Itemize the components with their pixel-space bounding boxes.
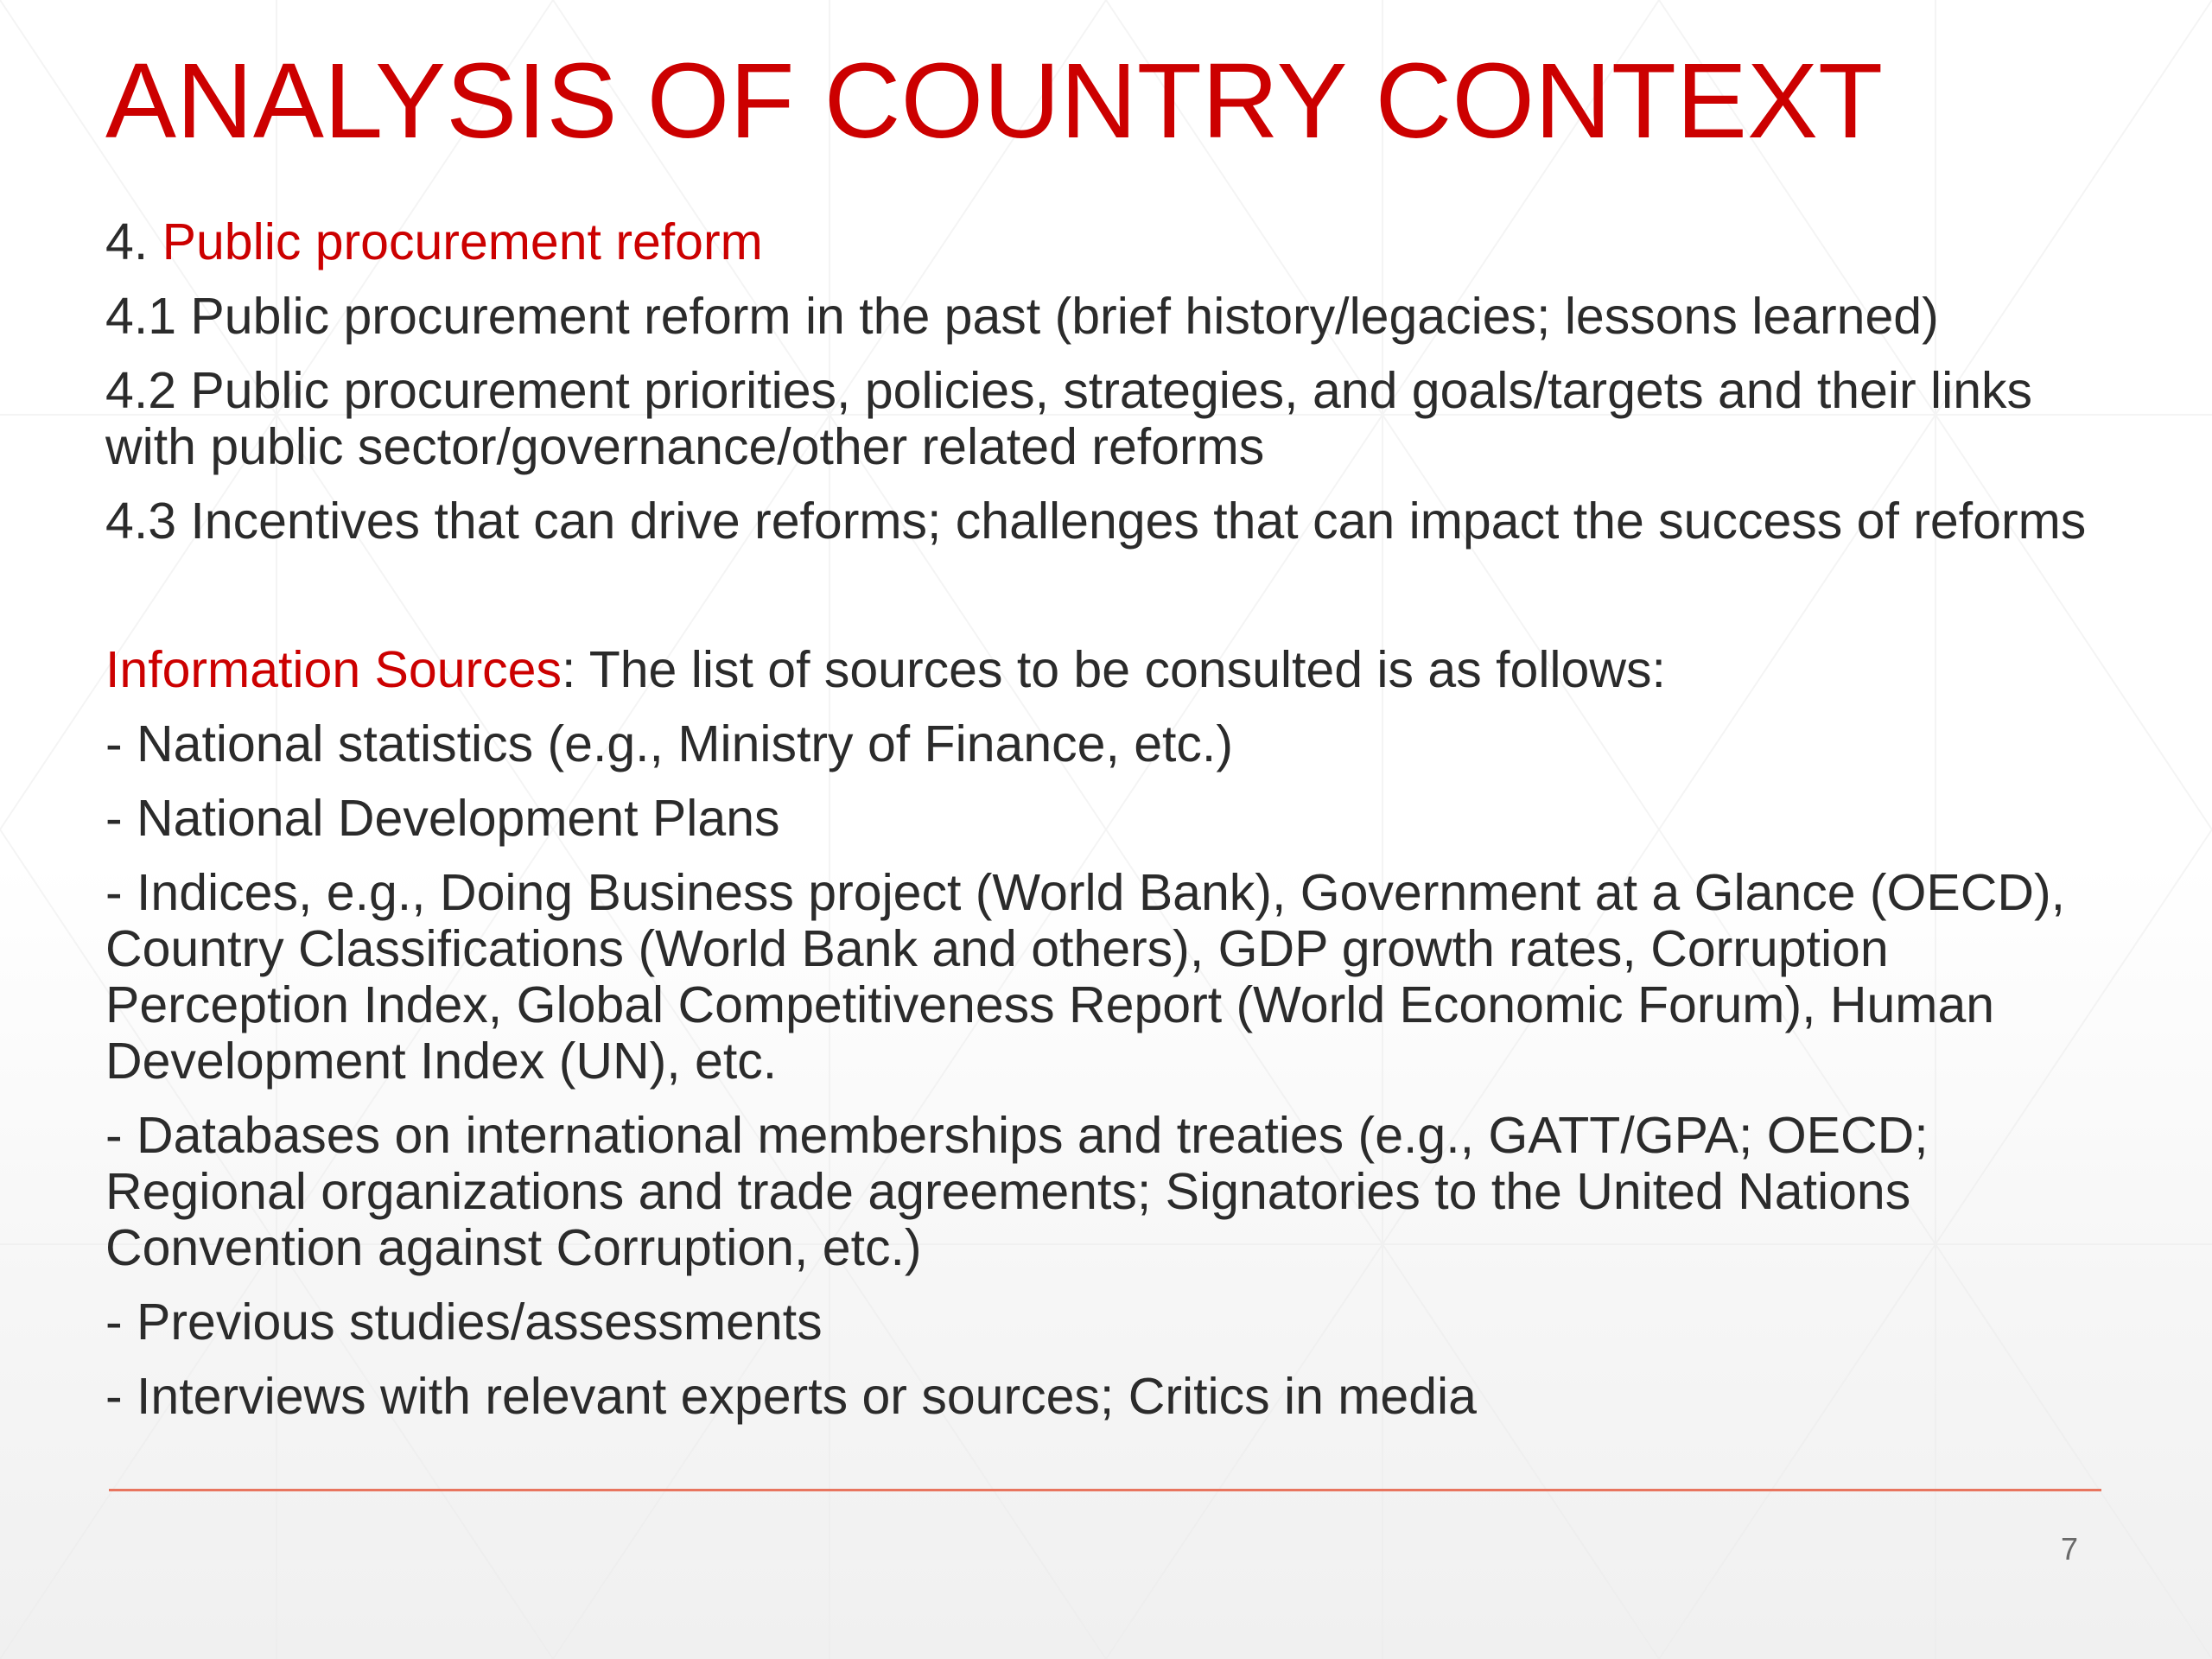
source-item-development-plans: - National Development Plans <box>105 790 780 847</box>
source-item-national-statistics: - National statistics (e.g., Ministry of Finance, etc.) <box>105 715 1233 772</box>
footer-divider <box>109 1489 2101 1491</box>
page-number: 7 <box>2061 1531 2079 1567</box>
sources-heading-label: Information Sources <box>105 641 562 698</box>
section-item-4-2: 4.2 Public procurement priorities, policies, strategies, and goals/targets and their links with public sector/governance/other related reforms <box>105 362 2033 475</box>
sources-intro: : The list of sources to be consulted is as follows: <box>561 641 1666 698</box>
source-item-interviews: - Interviews with relevant experts or sources; Critics in media <box>105 1368 1477 1425</box>
sources-heading <box>105 642 2127 698</box>
section-heading-text: Public procurement reform <box>162 213 763 270</box>
section-item-4-3: 4.3 Incentives that can drive reforms; challenges that can impact the success of reforms <box>105 493 2087 550</box>
source-item-previous-studies: - Previous studies/assessments <box>105 1294 823 1351</box>
section-item-4-1: 4.1 Public procurement reform in the past (brief history/legacies; lessons learned) <box>105 288 1939 345</box>
slide-title: ANALYSIS OF COUNTRY CONTEXT <box>105 42 1884 161</box>
source-item-databases: - Databases on international memberships and treaties (e.g., GATT/GPA; OECD; Regional organizations and trade agreements; Signatories to the United Nations Convention against Corruption, etc.) <box>105 1107 1929 1276</box>
section-heading <box>105 214 2127 270</box>
slide-body <box>105 214 2127 1443</box>
section-number: 4. <box>105 213 149 270</box>
spacer <box>105 568 2127 642</box>
source-item-indices: - Indices, e.g., Doing Business project (World Bank), Government at a Glance (OECD), Country Classifications (World Bank and others), GDP growth rates, Corruption Perception Index, Global Competitiveness Report (World Economic Forum), Human Development Index (UN), etc. <box>105 864 2066 1090</box>
